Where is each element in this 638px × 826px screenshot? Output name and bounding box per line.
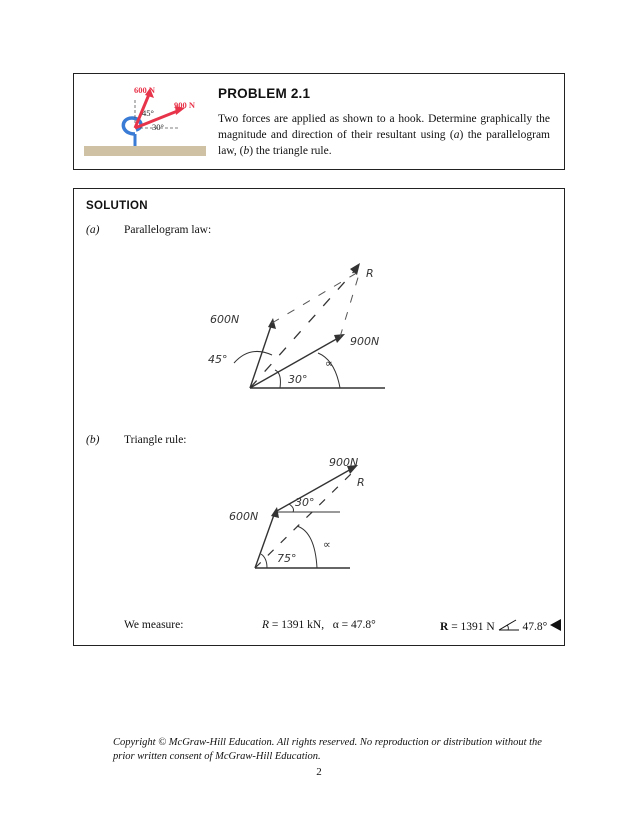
measure-r (262, 619, 376, 631)
copyright-text: Copyright © McGraw-Hill Education. All rights reserved. No reproduction or distribution without the prior written consent of McGraw-Hill Education. (113, 737, 542, 762)
sketch-b-alpha-label: ∝ (323, 538, 331, 551)
sketch-a-600-label: 600N (210, 313, 240, 326)
angle2-label: 30° (152, 122, 164, 132)
sketch-a-alpha-label: ∝ (325, 357, 333, 370)
arrowhead-icon (350, 263, 360, 275)
text-part: Two forces are applied as shown to a hook. Determine graphically the magnitude and direction of their resultant using ( (218, 113, 550, 141)
arrowhead-icon (334, 334, 345, 343)
angle-icon (498, 619, 520, 631)
r-value: = 1391 kN, (269, 619, 325, 631)
sketch-b-30-label: 30° (295, 496, 315, 509)
alpha-value: α = 47.8° (332, 619, 376, 631)
measure-label: We measure: (124, 619, 184, 631)
part-b-tag: (b) (86, 434, 100, 446)
final-answer (440, 619, 562, 633)
part-b-label: Triangle rule: (124, 434, 187, 446)
solution-title: SOLUTION (86, 200, 148, 212)
final-r-value: = 1391 N (448, 621, 495, 633)
sketch-b-600-label: 600N (229, 510, 259, 523)
triangle-sketch (225, 450, 385, 580)
parallelogram-sketch (200, 255, 420, 400)
part-a-label: Parallelogram law: (124, 224, 212, 236)
text-part-italic: a (453, 129, 460, 141)
parallel-dashed (340, 271, 360, 337)
arc-30 (289, 504, 294, 512)
arc-45 (234, 351, 272, 363)
final-r-symbol: R (440, 621, 449, 633)
part-a-tag: (a) (86, 224, 100, 236)
arc-alpha (297, 526, 317, 568)
problem-text (218, 111, 550, 159)
angle1-label: 45° (142, 108, 154, 118)
final-angle: 47.8° (522, 621, 548, 633)
sketch-a-45-label: 45° (208, 353, 228, 366)
text-part: ) the triangle rule. (249, 145, 332, 157)
sketch-b-900-label: 900N (329, 456, 359, 469)
ground (84, 146, 206, 156)
arc-75 (261, 554, 267, 568)
text-part: ) the parallelogram law, ( (218, 129, 550, 157)
sketch-a-900-label: 900N (350, 335, 380, 348)
page-number: 2 (316, 766, 322, 778)
force2-label: 900 N (174, 100, 196, 110)
sketch-b-75-label: 75° (277, 552, 297, 565)
force1-label: 600 N (134, 85, 156, 95)
problem-figure (80, 78, 210, 162)
resultant-dashed (255, 472, 353, 568)
r-symbol: R (262, 619, 270, 631)
problem-title: PROBLEM 2.1 (218, 86, 311, 101)
arrowhead-icon (268, 318, 276, 329)
text-part-italic: b (243, 145, 250, 157)
sketch-a-r-label: R (366, 267, 374, 280)
vector-600 (250, 323, 272, 388)
sketch-a-30-label: 30° (288, 373, 308, 386)
end-marker-icon (550, 619, 562, 631)
resultant-dashed (250, 267, 358, 388)
sketch-b-r-label: R (357, 476, 365, 489)
